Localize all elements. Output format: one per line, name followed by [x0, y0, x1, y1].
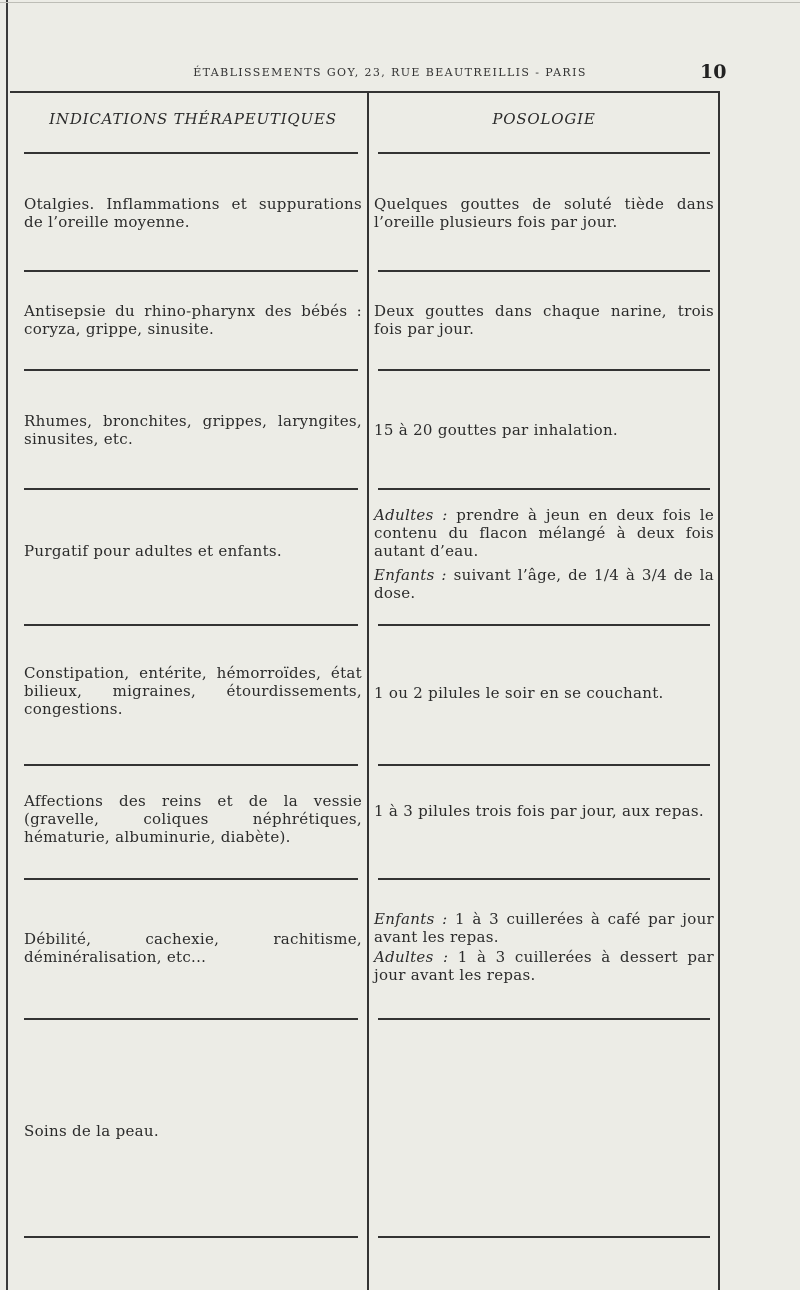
row-rule-left: [24, 369, 358, 371]
posologie-text: 1 à 3 cuillerées à dessert par jour avant les repas.: [374, 948, 714, 984]
row-rule-left: [24, 624, 358, 626]
posologie-paragraph: [374, 802, 714, 820]
posologie-text: 1 à 3 pilules trois fois par jour, aux repas.: [374, 802, 704, 820]
table-column-divider: [367, 91, 369, 1290]
row-rule-right: [378, 764, 710, 766]
column-header-posologie: POSOLOGIE: [492, 110, 596, 128]
posologie-text: prendre à jeun en deux fois le contenu du flacon mélangé à deux fois autant d’eau.: [374, 506, 714, 560]
row-rule-right: [378, 369, 710, 371]
posologie-paragraph: [374, 506, 714, 560]
indication-cell: Purgatif pour adultes et enfants.: [24, 542, 282, 560]
page-left-edge: [6, 0, 8, 1290]
posologie-text: Quelques gouttes de soluté tiède dans l’oreille plusieurs fois par jour.: [374, 195, 714, 231]
page-number: 10: [700, 61, 727, 83]
table-top-border: [10, 91, 720, 93]
posologie-cell: [374, 802, 714, 820]
posologie-label: Enfants :: [374, 910, 448, 928]
row-rule-left: [24, 764, 358, 766]
row-rule-left: [24, 1018, 358, 1020]
row-rule-left: [24, 878, 358, 880]
posologie-paragraph: [374, 566, 714, 602]
row-rule-left: [24, 488, 358, 490]
posologie-cell: [374, 506, 714, 602]
table-right-border: [718, 91, 720, 1290]
posologie-paragraph: [374, 948, 714, 984]
row-rule-right: [378, 624, 710, 626]
posologie-paragraph: [374, 302, 714, 338]
posologie-label: Adultes :: [374, 948, 449, 966]
row-rule-left: [24, 1236, 358, 1238]
indication-cell: Affections des reins et de la vessie (gravelle, coliques néphrétiques, hématurie, albuminurie, diabète).: [24, 792, 362, 846]
posologie-text: 1 ou 2 pilules le soir en se couchant.: [374, 684, 664, 702]
indication-cell: Otalgies. Inflammations et suppurations de l’oreille moyenne.: [24, 195, 362, 231]
posologie-paragraph: [374, 684, 714, 702]
page-top-edge: [0, 2, 800, 3]
posologie-cell: [374, 195, 714, 231]
row-rule-right: [378, 1018, 710, 1020]
posologie-cell: [374, 684, 714, 702]
row-rule-right: [378, 152, 710, 154]
posologie-paragraph: [374, 910, 714, 946]
posologie-paragraph: [374, 421, 714, 439]
posologie-text: suivant l’âge, de 1/4 à 3/4 de la dose.: [374, 566, 714, 602]
row-rule-right: [378, 488, 710, 490]
indication-cell: Débilité, cachexie, rachitisme, déminéralisation, etc...: [24, 930, 362, 966]
posologie-text: Deux gouttes dans chaque narine, trois fois par jour.: [374, 302, 714, 338]
row-rule-right: [378, 1236, 710, 1238]
posologie-paragraph: [374, 195, 714, 231]
posologie-label: Adultes :: [374, 506, 448, 524]
posologie-label: Enfants :: [374, 566, 447, 584]
indication-cell: Rhumes, bronchites, grippes, laryngites, sinusites, etc.: [24, 412, 362, 448]
row-rule-right: [378, 878, 710, 880]
column-header-indications: INDICATIONS THÉRAPEUTIQUES: [49, 110, 337, 128]
posologie-text: 15 à 20 gouttes par inhalation.: [374, 421, 618, 439]
row-rule-left: [24, 270, 358, 272]
posologie-cell: [374, 421, 714, 439]
posologie-text: 1 à 3 cuillerées à café par jour avant les repas.: [374, 910, 714, 946]
page-header: [0, 61, 800, 88]
header-text: ÉTABLISSEMENTS GOY, 23, RUE BEAUTREILLIS - PARIS: [193, 66, 587, 79]
posologie-cell: [374, 910, 714, 984]
indication-cell: Soins de la peau.: [24, 1122, 159, 1140]
row-rule-right: [378, 270, 710, 272]
indication-cell: Antisepsie du rhino-pharynx des bébés : coryza, grippe, sinusite.: [24, 302, 362, 338]
indication-cell: Constipation, entérite, hémorroïdes, état bilieux, migraines, étourdissements, congestions.: [24, 664, 362, 718]
posologie-cell: [374, 302, 714, 338]
row-rule-left: [24, 152, 358, 154]
